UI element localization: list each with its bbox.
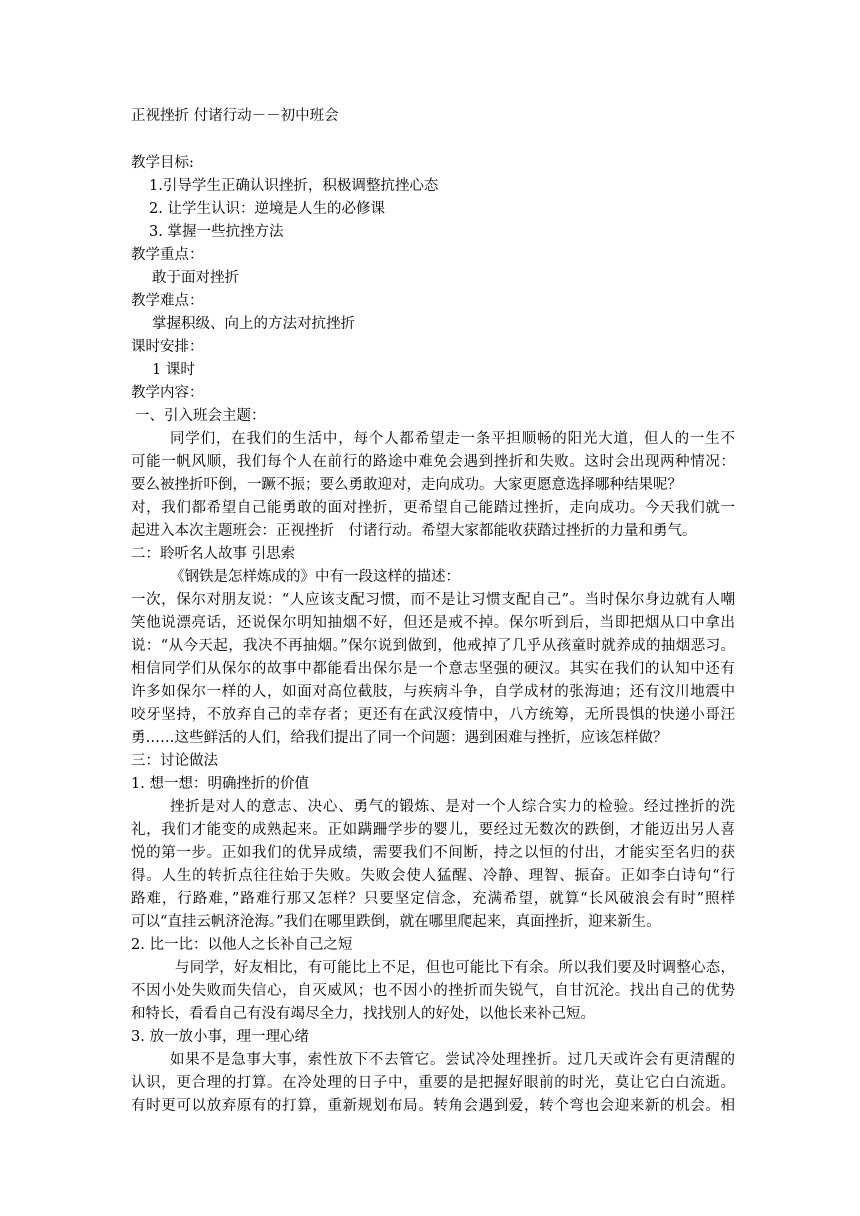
paragraph-line: 起进入本次主题班会：正视挫折 付诸行动。希望大家都能收获踏过挫折的力量和勇气。: [131, 523, 697, 539]
paragraph-line: 一次，保尔对朋友说：“人应该支配习惯，而不是让习惯支配自己”。当时保尔身边就有人嘲: [131, 592, 735, 608]
goal-item-1: 1.引导学生正确认识挫折，积极调整抗挫心态: [149, 178, 439, 194]
paragraph-line: 要么被挫折吓倒，一蹶不振；要么勇敢迎对，走向成功。大家更愿意选择哪种结果呢？: [131, 477, 682, 493]
paragraph-line: 《钢铁是怎样炼成的》中有一段这样的描述：: [170, 569, 460, 585]
time-value: 1 课时: [152, 362, 195, 378]
subsection-2-heading: 2. 比一比：以他人之长补自己之短: [131, 937, 353, 953]
difficulty-heading: 教学难点：: [131, 293, 204, 309]
subsection-3-heading: 3. 放一放小事，理一理心绪: [131, 1029, 309, 1045]
difficulty-point: 掌握积级、向上的方法对抗挫折: [152, 316, 355, 332]
paragraph-line: 得。人生的转折点往往始于失败。失败会使人猛醒、冷静、理智、振奋。正如李白诗句“行: [131, 868, 735, 884]
paragraph-line: 说：“从今天起，我决不再抽烟。”保尔说到做到，他戒掉了几乎从孩童时就养成的抽烟恶习。: [131, 638, 735, 654]
paragraph-line: 可能一帆风顺，我们每个人在前行的路途中难免会遇到挫折和失败。这时会出现两种情况：: [131, 454, 735, 470]
paragraph-line: 可以“直挂云帆济沧海。”我们在哪里跌倒，就在哪里爬起来，真面挫折，迎来新生。: [131, 914, 661, 930]
paragraph-line: 如果不是急事大事，索性放下不去管它。尝试冷处理挫折。过几天或许会有更清醒的: [170, 1052, 735, 1068]
paragraph-line: 勇……这些鲜活的人们，给我们提出了同一个问题：遇到困难与挫折，应该怎样做？: [131, 730, 668, 746]
paragraph-line: 有时更可以放弃原有的打算，重新规划布局。转角会遇到爱，转个弯也会迎来新的机会。相: [131, 1098, 735, 1114]
paragraph-line: 路难，行路难，”路难行那又怎样？只要坚定信念，充满希望，就算“长风破浪会有时”照样: [131, 891, 735, 907]
key-point: 敢于面对挫折: [152, 270, 239, 286]
paragraph-line: 咬牙坚持，不放弃自己的幸存者；更还有在武汉疫情中，八方统筹，无所畏惧的快递小哥汪: [131, 707, 735, 723]
goal-item-3: 3. 掌握一些抗挫方法: [149, 224, 284, 240]
content-heading: 教学内容：: [131, 385, 204, 401]
paragraph-line: 同学们，在我们的生活中，每个人都希望走一条平担顺畅的阳光大道，但人的一生不: [170, 431, 735, 447]
doc-title: 正视挫折 付诸行动－－初中班会: [131, 108, 339, 124]
section-3-heading: 三：讨论做法: [131, 753, 218, 769]
paragraph-line: 对，我们都希望自己能勇敢的面对挫折，更希望自己能踏过挫折，走向成功。今天我们就一: [131, 500, 735, 516]
paragraph-line: 与同学，好友相比，有可能比上不足，但也可能比下有余。所以我们要及时调整心态，: [175, 960, 735, 976]
paragraph-line: 许多如保尔一样的人，如面对高位截肢，与疾病斗争，自学成材的张海迪；还有汶川地震中: [131, 684, 735, 700]
goals-heading: 教学目标:: [131, 155, 194, 171]
key-heading: 教学重点：: [131, 247, 204, 263]
paragraph-line: 相信同学们从保尔的故事中都能看出保尔是一个意志坚强的硬汉。其实在我们的认知中还有: [131, 661, 735, 677]
paragraph-line: 挫折是对人的意志、决心、勇气的锻炼、是对一个人综合实力的检验。经过挫折的洗: [170, 799, 735, 815]
goal-item-2: 2. 让学生认识：逆境是人生的必修课: [149, 201, 385, 217]
time-heading: 课时安排：: [131, 339, 204, 355]
paragraph-line: 悦的第一步。正如我们的优异成绩，需要我们不间断，持之以恒的付出，才能实至名归的获: [131, 845, 735, 861]
section-2-heading: 二：聆听名人故事 引思索: [131, 546, 296, 562]
section-1-heading: 一、引入班会主题：: [135, 408, 266, 424]
paragraph-line: 认识，更合理的打算。在冷处理的日子中，重要的是把握好眼前的时光，莫让它白白流逝。: [131, 1075, 735, 1091]
subsection-1-heading: 1. 想一想：明确挫折的价值: [131, 776, 309, 792]
paragraph-line: 和特长，看看自己有没有竭尽全力，找找别人的好处，以他长来补己短。: [131, 1006, 595, 1022]
paragraph-line: 笑他说漂亮话，还说保尔明知抽烟不好，但还是戒不掉。保尔听到后，当即把烟从口中拿出: [131, 615, 735, 631]
paragraph-line: 礼，我们才能变的成熟起来。正如蹒跚学步的婴儿，要经过无数次的跌倒，才能迈出另人喜: [131, 822, 735, 838]
paragraph-line: 不因小处失败而失信心，自灭威风；也不因小的挫折而失锐气，自甘沉沦。找出自己的优势: [131, 983, 735, 999]
